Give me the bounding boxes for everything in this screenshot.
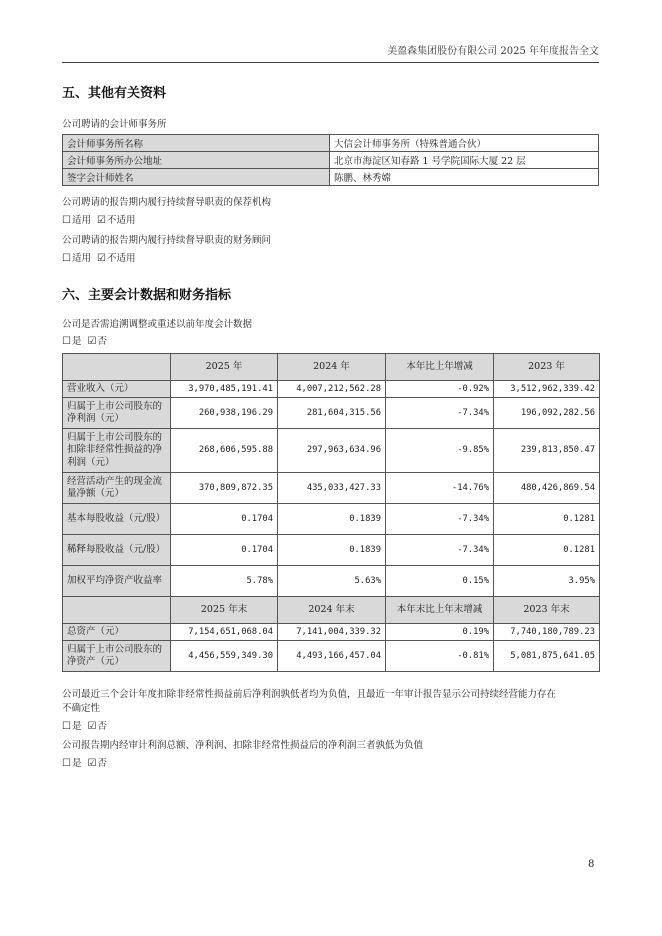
value-2023: 5,081,875,641.05 [494,641,600,672]
no-label: 否 [97,336,107,347]
table-row [63,398,600,429]
header-cell: 2024 年 [278,354,386,381]
value-2025: 370,809,872.35 [171,473,278,504]
yes-label: 是 [71,721,82,732]
row-label: 稀释每股收益（元/股） [63,535,171,566]
header-cell: 2024 年末 [278,597,386,624]
value-change: -7.34% [386,535,494,566]
checkbox-unchecked-icon: ☐ [62,721,71,732]
financial-indicators-table [62,353,600,672]
table-row [63,535,600,566]
value-2023: 0.1281 [494,535,600,566]
header-cell: 本年末比上年末增减 [386,597,494,624]
header-cell: 2023 年末 [494,597,600,624]
value-2025: 268,606,595.88 [171,429,278,473]
value-2025: 4,456,559,349.30 [171,641,278,672]
checkbox-unchecked-icon: ☐ [62,758,71,769]
lowest-profit-checkboxes [62,755,107,769]
value-2025: 260,938,196.29 [171,398,278,429]
section-title-key-financials: 六、主要会计数据和财务指标 [62,288,232,303]
table-row [63,566,600,597]
section-title-other-info: 五、其他有关资料 [62,86,167,101]
value-2023: 3.95% [494,566,600,597]
auditor-value-cell: 北京市海淀区知春路 1 号学院国际大厦 22 层 [330,152,599,169]
value-2023: 3,512,962,339.42 [494,381,600,398]
auditor-table [62,134,599,186]
table-row [63,135,599,152]
row-label: 归属于上市公司股东的扣除非经常性损益的净利润（元） [63,429,171,473]
table-row [63,381,600,398]
row-label: 归属于上市公司股东的净资产（元） [63,641,171,672]
value-change: 0.15% [386,566,494,597]
table-row [63,429,600,473]
value-2023: 480,426,869.54 [494,473,600,504]
value-2024: 297,963,634.96 [278,429,386,473]
table-row [63,169,599,186]
header-blank-cell [63,597,171,624]
value-2024: 4,493,166,457.04 [278,641,386,672]
auditor-key-cell: 会计师事务所办公地址 [63,152,330,169]
going-concern-checkboxes [62,718,107,732]
table-row [63,641,600,672]
checkbox-checked-icon: ☑ [87,758,97,769]
header-cell: 2025 年末 [171,597,278,624]
sponsor-checkboxes [62,212,135,226]
table-row [63,152,599,169]
row-label: 营业收入（元） [63,381,171,398]
value-2025: 3,970,485,191.41 [171,381,278,398]
value-2024: 281,604,315.56 [278,398,386,429]
not-applicable-label: 不适用 [106,215,136,226]
table-header-row [63,354,600,381]
going-concern-line1: 公司最近三个会计年度扣除非经常性损益前后净利润孰低者均为负值，且最近一年审计报告显示公司持续经营能力存在 [62,689,557,700]
row-label: 经营活动产生的现金流量净额（元） [63,473,171,504]
row-label: 归属于上市公司股东的净利润（元） [63,398,171,429]
table-row [63,504,600,535]
value-change: -0.81% [386,641,494,672]
header-cell: 2025 年 [171,354,278,381]
value-2025: 7,154,651,068.04 [171,624,278,641]
auditor-value-cell: 陈鹏、林秀嫦 [330,169,599,186]
value-2023: 7,740,180,789.23 [494,624,600,641]
row-label: 总资产（元） [63,624,171,641]
value-2023: 196,092,282.56 [494,398,600,429]
header-cell: 本年比上年增减 [386,354,494,381]
going-concern-line2: 不确定性 [62,703,101,714]
advisor-label: 公司聘请的报告期内履行持续督导职责的财务顾问 [62,235,272,246]
sponsor-label: 公司聘请的报告期内履行持续督导职责的保荐机构 [62,197,272,208]
value-2024: 7,141,004,339.32 [278,624,386,641]
auditor-key-cell: 会计师事务所名称 [63,135,330,152]
lowest-profit-question: 公司报告期内经审计利润总额、净利润、扣除非经常性损益后的净利润三者孰低为负值 [62,740,424,751]
value-2024: 0.1839 [278,504,386,535]
value-2024: 0.1839 [278,535,386,566]
not-applicable-label: 不适用 [106,253,136,264]
value-change: -7.34% [386,398,494,429]
checkbox-checked-icon: ☑ [87,336,97,347]
value-2025: 0.1704 [171,504,278,535]
checkbox-checked-icon: ☑ [87,721,97,732]
value-2025: 0.1704 [171,535,278,566]
value-2024: 435,033,427.33 [278,473,386,504]
value-change: -7.34% [386,504,494,535]
checkbox-unchecked-icon: ☐ [62,215,71,226]
value-2024: 4,007,212,562.28 [278,381,386,398]
value-change: -0.92% [386,381,494,398]
no-label: 否 [97,758,107,769]
restate-checkboxes [62,333,107,347]
value-2025: 5.78% [171,566,278,597]
yes-label: 是 [71,758,82,769]
value-change: -9.85% [386,429,494,473]
table-header-row [63,597,600,624]
header-blank-cell [63,354,171,381]
checkbox-checked-icon: ☑ [96,253,106,264]
value-2024: 5.63% [278,566,386,597]
advisor-checkboxes [62,250,135,264]
page-header: 美盈森集团股份有限公司 2025 年年度报告全文 [62,42,599,63]
table-row [63,624,600,641]
checkbox-unchecked-icon: ☐ [62,336,71,347]
value-change: 0.19% [386,624,494,641]
applicable-label: 适用 [71,215,91,226]
header-cell: 2023 年 [494,354,600,381]
auditor-firm-intro: 公司聘请的会计师事务所 [62,119,167,130]
applicable-label: 适用 [71,253,91,264]
checkbox-unchecked-icon: ☐ [62,253,71,264]
auditor-key-cell: 签字会计师姓名 [63,169,330,186]
no-label: 否 [97,721,107,732]
table-row [63,473,600,504]
value-2023: 0.1281 [494,504,600,535]
value-2023: 239,813,850.47 [494,429,600,473]
row-label: 基本每股收益（元/股） [63,504,171,535]
value-change: -14.76% [386,473,494,504]
checkbox-checked-icon: ☑ [96,215,106,226]
restate-question: 公司是否需追溯调整或重述以前年度会计数据 [62,319,253,330]
page-number: 8 [588,859,595,870]
row-label: 加权平均净资产收益率 [63,566,171,597]
auditor-value-cell: 大信会计师事务所（特殊普通合伙） [330,135,599,152]
yes-label: 是 [71,336,82,347]
